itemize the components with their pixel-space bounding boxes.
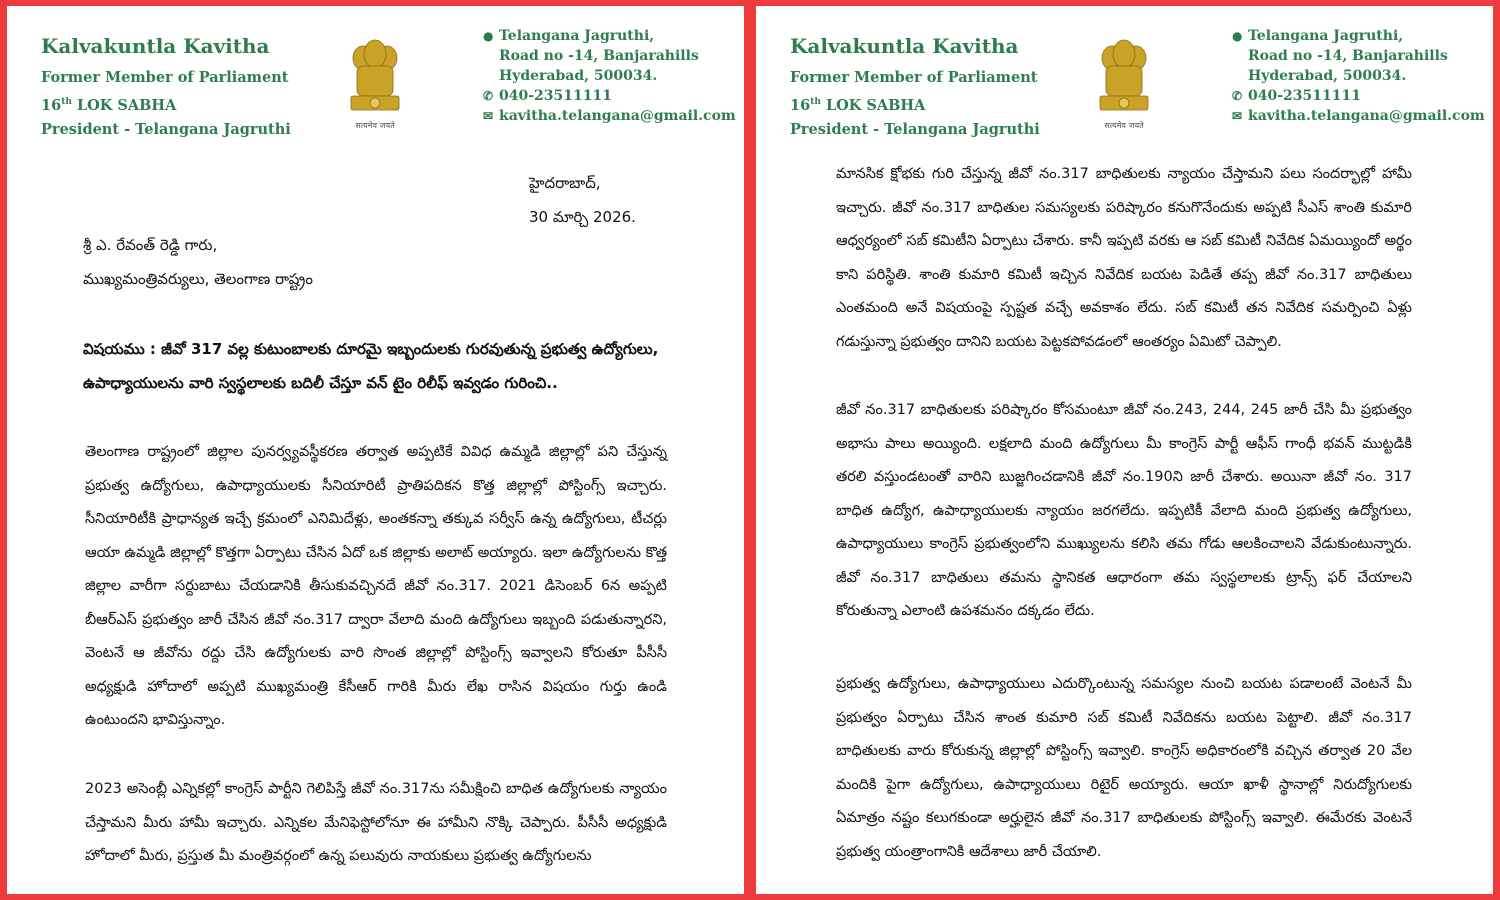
left-paragraph-2: 2023 అసెంబ్లీ ఎన్నికల్లో కాంగ్రెస్ పార్టీని గెలిపిస్తే జీవో నం.317ను సమీక్షించి బాధిత ఉద్యోగులకు న్యాయం చేస్తామని మీరు హామీ ఇచ్చారు. ఎన్నికల మేనిఫెస్టోలోనూ ఈ హామీని నొక్కి చెప్పారు. పీసీసీ అధ్యక్షుడి హోదాలో మీరు, ప్రస్తుత మీ మంత్రివర్గంలో ఉన్న పలువురు నాయకులు ప్రభుత్వ ఉద్యోగులను [85,781,667,864]
email-row: ✉ kavitha.telangana@gmail.com [483,108,736,124]
left-para-2-wrap [85,773,667,874]
email-icon: ✉ [483,109,494,123]
right-paragraph-1: మానసిక క్షోభకు గురి చేస్తున్న జీవో నం.317 బాధితులకు న్యాయం చేస్తామని పలు సందర్భాల్లో హామీ ఇచ్చారు. జీవో నం.317 బాధితుల సమస్యలకు పరిష్కారం కనుగొనేందుకు అప్పటి సీఎస్ శాంతి కుమారి ఆధ్వర్యంలో సబ్ కమిటీని ఏర్పాటు చేశారు. కానీ ఇప్పటి వరకు ఆ సబ్ కమిటీ నివేదిక ఏమయ్యిందో అర్థం కాని పరిస్థితి. శాంతి కుమారి కమిటీ ఇచ్చిన నివేదిక బయట పెడితే తప్ప జీవో నం.317 బాధితులు ఎంతమంది అనే విషయంపై స్పష్టత వచ్చే అవకాశం లేదు. సబ్ కమిటీ తన నివేదిక సమర్పించి ఏళ్లు గడుస్తున్నా ప్రభుత్వం దానిని బయట పెట్టకపోవడంలో ఆంతర్యం ఏమిటో చెప్పాలి. [836,166,1412,350]
letterhead-contact [1232,26,1485,126]
letter-page-1 [7,6,744,894]
email-icon: ✉ [1232,109,1243,123]
location-pin-icon: ● [1232,29,1243,43]
letter-date [529,166,636,234]
left-para-1-wrap [85,436,667,738]
letter-page-2 [756,6,1493,894]
recipient-title: ముఖ్యమంత్రివర్యులు, తెలంగాణ రాష్ట్రం [83,270,313,288]
address-row: ● Telangana Jagruthi, [483,28,655,44]
left-paragraph-1: తెలంగాణ రాష్ట్రంలో జిల్లాల పునర్వ్యవస్థీకరణ తర్వాత అప్పటికే వివిధ ఉమ్మడి జిల్లాల్లో పని చేస్తున్న ప్రభుత్వ ఉద్యోగులు, ఉపాధ్యాయులకు సీనియారిటీ ప్రాతిపదికన కొత్త జిల్లాల్లో పోస్టింగ్స్ ఇచ్చారు. సీనియారిటీకి ప్రాధాన్యత ఇచ్చే క్రమంలో ఎనిమిదేళ్లు, అంతకన్నా తక్కువ సర్వీస్ ఉన్న ఉద్యోగులు, టీచర్లు ఆయా ఉమ్మడి జిల్లాల్లో కొత్తగా ఏర్పాటు చేసిన ఏదో ఒక జిల్లాకు అలాట్ అయ్యారు. ఇలా ఉద్యోగులను కొత్త జిల్లాల వారీగా సర్దుబాటు చేయడానికి తీసుకువచ్చినదే జీవో నం.317. 2021 డిసెంబర్ 6న అప్పటి బీఆర్ఎస్ ప్రభుత్వం జారీ చేసిన జీవో నం.317 ద్వారా వేలాది మంది ఉద్యోగులు ఇబ్బంది పడుతున్నారని, వెంటనే ఆ జీవోను రద్దు చేసి ఉద్యోగులకు వారి సొంత జిల్లాల్లో పోస్టింగ్స్ ఇవ్వాలని కోరుతూ పీసీసీ అధ్యక్షుడి హోదాలో అప్పటి ముఖ్యమంత్రి కేసీఆర్ గారికి మీరు లేఖ రాసిన విషయం గుర్తు ఉండి ఉంటుందని భావిస్తున్నాం. [85,444,667,728]
letterhead-line2: 16th LOK SABHA [790,96,926,114]
date: 30 మార్చి 2026. [529,208,636,226]
recipient-block [83,228,313,296]
right-para-3-wrap [836,668,1412,869]
letterhead-left [790,34,1040,142]
right-para-2-wrap [836,394,1412,629]
svg-text:सत्यमेव जयते: सत्यमेव जयते [355,121,395,130]
address-line3: Hyderabad, 500034. [1248,68,1407,84]
phone-icon: ✆ [483,89,494,103]
letterhead-name: Kalvakuntla Kavitha [790,34,1019,58]
recipient-name: శ్రీ ఎ. రేవంత్ రెడ్డి గారు, [83,236,218,254]
letter-subject: విషయము : జీవో 317 వల్ల కుటుంబాలకు దూరమై ఇబ్బందులకు గురవుతున్న ప్రభుత్వ ఉద్యోగులు, ఉపాధ్యాయులను వారి స్వస్థలాలకు బదిలీ చేస్తూ వన్ టైం రిలీఫ్ ఇవ్వడం గురించి.. [83,340,659,392]
place: హైదరాబాద్, [529,174,601,192]
letterhead-line2: 16th LOK SABHA [41,96,177,114]
address-line3: Hyderabad, 500034. [499,68,658,84]
letterhead-name: Kalvakuntla Kavitha [41,34,270,58]
address-line2: Road no -14, Banjarahills [1248,48,1448,64]
right-para-1-wrap [836,158,1412,359]
email-row: ✉ kavitha.telangana@gmail.com [1232,108,1485,124]
phone-row: ✆ 040-23511111 [483,88,612,104]
right-paragraph-2: జీవో నం.317 బాధితులకు పరిష్కారం కోసమంటూ జీవో నం.243, 244, 245 జారీ చేసి మీ ప్రభుత్వం అభాసు పాలు అయ్యింది. లక్షలాది మంది ఉద్యోగులు మీ కాంగ్రెస్ పార్టీ ఆఫీస్ గాంధీ భవన్ ముట్టడికి తరలి వస్తుండటంతో వారిని బుజ్జగించడానికి జీవో నం.190ని జారీ చేశారు. అయినా జీవో నం. 317 బాధిత ఉద్యోగ, ఉపాధ్యాయులకు న్యాయం జరగలేదు. ఇప్పటికీ వేలాది మంది ప్రభుత్వ ఉద్యోగులు, ఉపాధ్యాయులు కాంగ్రెస్ ప్రభుత్వంలోని ముఖ్యులను కలిసి తమ గోడు ఆలకించాలని వేడుకుంటున్నారు. జీవో నం.317 బాధితులు తమను స్థానికత ఆధారంగా తమ స్వస్థలాలకు ట్రాన్స్ ఫర్ చేయాలని కోరుతున్నా ఎలాంటి ఉపశమనం దక్కడం లేదు. [836,402,1412,619]
state-emblem-icon [341,36,409,136]
phone-row: ✆ 040-23511111 [1232,88,1361,104]
letterhead-line3: President - Telangana Jagruthi [41,120,291,138]
address-line2: Road no -14, Banjarahills [499,48,699,64]
letterhead-line1: Former Member of Parliament [790,69,1038,86]
state-emblem-icon [1090,36,1158,136]
location-pin-icon: ● [483,29,494,43]
address-row: ● Telangana Jagruthi, [1232,28,1404,44]
letterhead-line1: Former Member of Parliament [41,69,289,86]
letterhead-contact [483,26,736,126]
letterhead-line3: President - Telangana Jagruthi [790,120,1040,138]
svg-text:सत्यमेव जयते: सत्यमेव जयते [1104,121,1144,130]
phone-icon: ✆ [1232,89,1243,103]
right-paragraph-3: ప్రభుత్వ ఉద్యోగులు, ఉపాధ్యాయులు ఎదుర్కొంటున్న సమస్యల నుంచి బయట పడాలంటే వెంటనే మీ ప్రభుత్వం ఏర్పాటు చేసిన శాంత కుమారి సబ్ కమిటీ నివేదికను బయట పెట్టాలి. జీవో నం.317 బాధితులకు వారు కోరుకున్న జిల్లాల్లో పోస్టింగ్స్ ఇవ్వాలి. కాంగ్రెస్ అధికారంలోకి వచ్చిన తర్వాత 20 వేల మందికి పైగా ఉద్యోగులు, ఉపాధ్యాయులు రిటైర్ అయ్యారు. ఆయా ఖాళీ స్థానాల్లో నిరుద్యోగులకు ఏమాత్రం నష్టం కలుగకుండా అర్హులైన జీవో నం.317 బాధితులకు పోస్టింగ్స్ ఇవ్వాలి. ఈమేరకు వెంటనే ప్రభుత్వ యంత్రాంగానికి ఆదేశాలు జారీ చేయాలి. [836,676,1412,860]
letterhead-left [41,34,291,142]
